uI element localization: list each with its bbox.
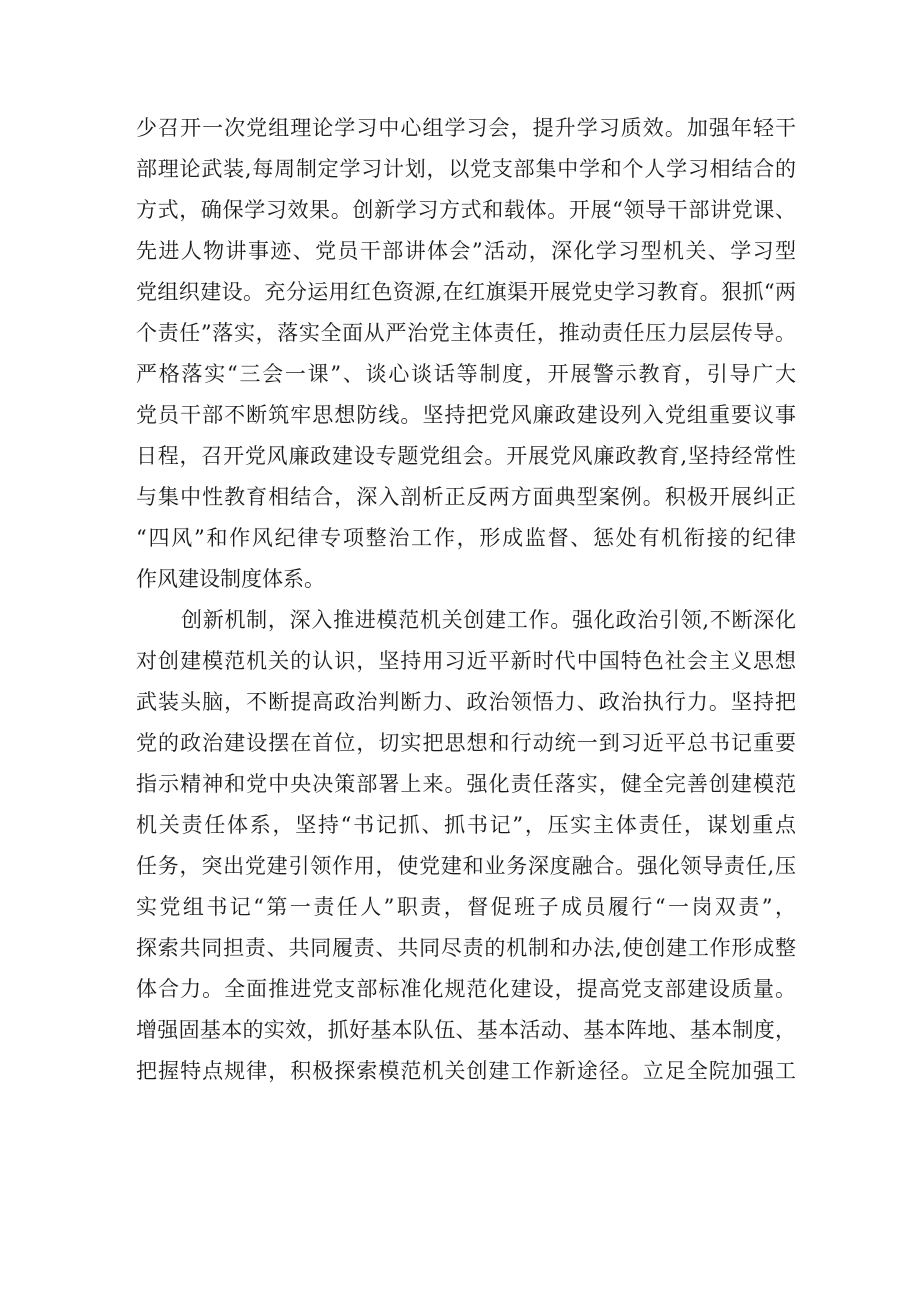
text-line: 与集中性教育相结合，深入剖析正反两方面典型案例。积极开展纠正 xyxy=(136,485,796,509)
text-line: 少召开一次党组理论学习中心组学习会，提升学习质效。加强年轻干 xyxy=(136,116,796,140)
text-line: 严格落实“三会一课”、谈心谈话等制度，开展警示教育，引导广大 xyxy=(136,362,796,386)
text-line: 任务，突出党建引领作用，使党建和业务深度融合。强化领导责任,压 xyxy=(136,854,796,878)
text-line: 对创建模范机关的认识，坚持用习近平新时代中国特色社会主义思想 xyxy=(136,649,796,673)
paragraph-1 xyxy=(136,108,796,600)
text-line: “四风”和作风纪律专项整治工作，形成监督、惩处有机衔接的纪律 xyxy=(136,526,796,550)
text-line: 探索共同担责、共同履责、共同尽责的机制和办法,使创建工作形成整 xyxy=(136,936,796,960)
text-line: 党的政治建设摆在首位，切实把思想和行动统一到习近平总书记重要 xyxy=(136,731,796,755)
text-line: 先进人物讲事迹、党员干部讲体会”活动，深化学习型机关、学习型 xyxy=(136,239,796,263)
text-line: 把握特点规律，积极探索模范机关创建工作新途径。立足全院加强工 xyxy=(136,1059,796,1083)
text-line: 武装头脑，不断提高政治判断力、政治领悟力、政治执行力。坚持把 xyxy=(136,690,796,714)
text-line: 创新机制，深入推进模范机关创建工作。强化政治引领,不断深化 xyxy=(181,608,796,632)
text-line: 体合力。全面推进党支部标准化规范化建设，提高党支部建设质量。 xyxy=(136,977,796,1001)
document-body xyxy=(136,108,796,1092)
text-line: 党员干部不断筑牢思想防线。坚持把党风廉政建设列入党组重要议事 xyxy=(136,403,796,427)
text-line: 机关责任体系，坚持“书记抓、抓书记”，压实主体责任，谋划重点 xyxy=(136,813,796,837)
text-line: 作风建设制度体系。 xyxy=(136,567,325,591)
text-line: 个责任”落实，落实全面从严治党主体责任，推动责任压力层层传导。 xyxy=(136,321,796,345)
text-line: 方式，确保学习效果。创新学习方式和载体。开展“领导干部讲党课、 xyxy=(136,198,796,222)
paragraph-2 xyxy=(136,600,796,1092)
text-line: 部理论武装,每周制定学习计划，以党支部集中学和个人学习相结合的 xyxy=(136,157,796,181)
text-line: 党组织建设。充分运用红色资源,在红旗渠开展党史学习教育。狠抓“两 xyxy=(136,280,796,304)
text-line: 指示精神和党中央决策部署上来。强化责任落实，健全完善创建模范 xyxy=(136,772,796,796)
text-line: 日程，召开党风廉政建设专题党组会。开展党风廉政教育,坚持经常性 xyxy=(136,444,796,468)
text-line: 实党组书记“第一责任人”职责，督促班子成员履行“一岗双责”， xyxy=(136,895,796,919)
text-line: 增强固基本的实效，抓好基本队伍、基本活动、基本阵地、基本制度， xyxy=(136,1018,796,1042)
